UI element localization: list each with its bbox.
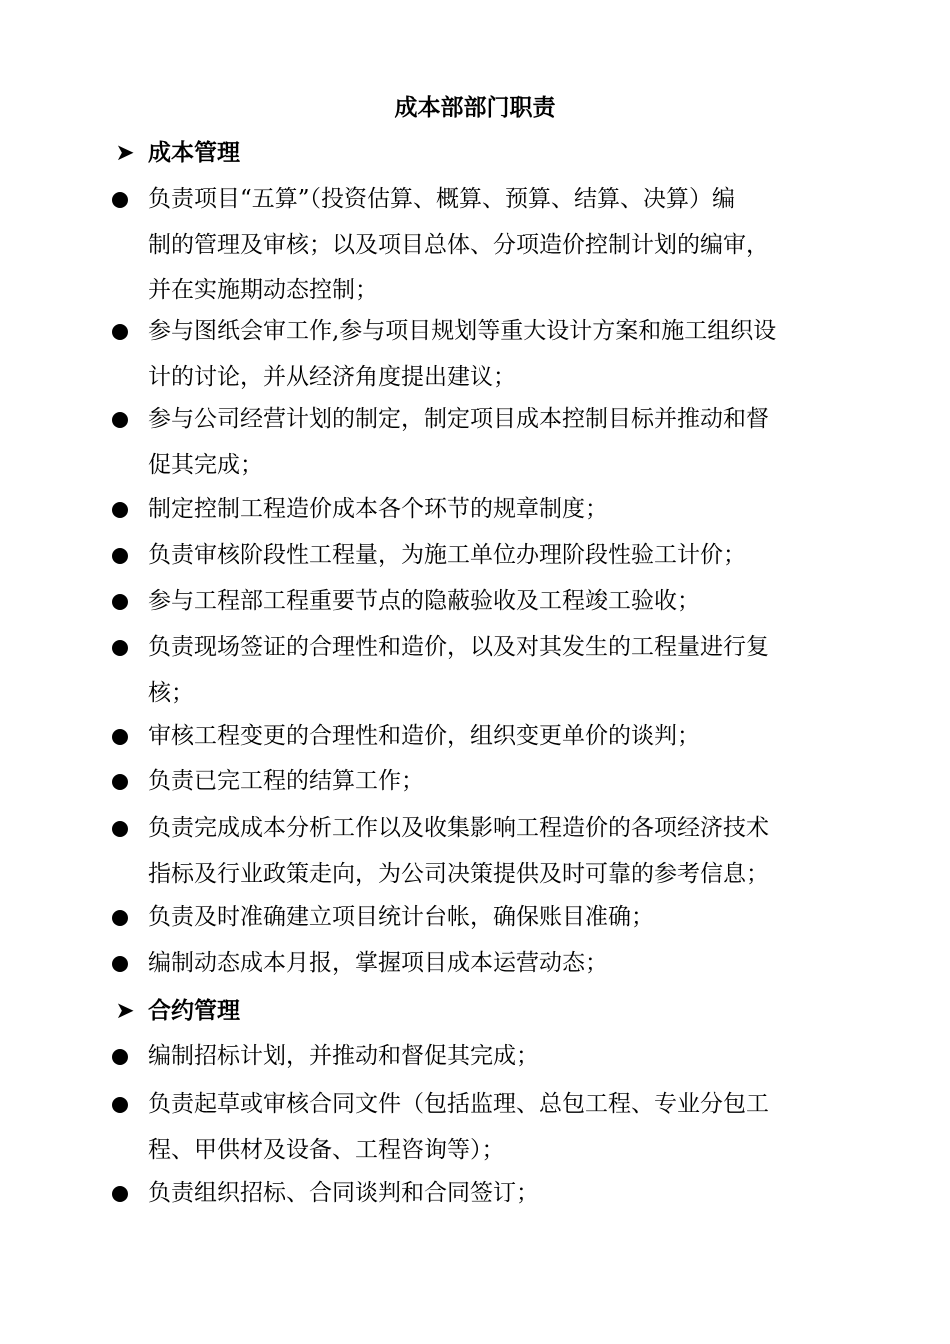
list-item-text: 负责审核阶段性工程量，为施工单位办理阶段性验工计价； — [148, 542, 746, 568]
list-item-text: 参与图纸会审工作,参与项目规划等重大设计方案和施工组织设 计的讨论，并从经济角度提出建议； — [148, 318, 777, 390]
list-item — [112, 941, 852, 987]
bullet-dot-icon — [112, 1186, 128, 1202]
arrow-bullet-icon: ➤ — [115, 140, 135, 166]
list-item-text: 审核工程变更的合理性和造价，组织变更单价的谈判； — [148, 723, 700, 749]
bullet-dot-icon — [112, 324, 128, 340]
list-item-text: 负责现场签证的合理性和造价，以及对其发生的工程量进行复 核； — [148, 634, 769, 706]
list-item — [112, 533, 852, 579]
list-item-text: 参与工程部工程重要节点的隐蔽验收及工程竣工验收； — [148, 588, 700, 614]
list-item — [112, 759, 852, 805]
bullet-dot-icon — [112, 1049, 128, 1065]
list-item-text: 负责起草或审核合同文件（包括监理、总包工程、专业分包工 程、甲供材及设备、工程咨询等）； — [148, 1091, 769, 1163]
bullet-dot-icon — [112, 1097, 128, 1113]
bullet-dot-icon — [112, 548, 128, 564]
list-item-text: 负责及时准确建立项目统计台帐，确保账目准确； — [148, 904, 654, 930]
section-label: 合约管理 — [148, 997, 240, 1024]
list-item-text: 参与公司经营计划的制定，制定项目成本控制目标并推动和督 促其完成； — [148, 406, 769, 478]
list-item — [112, 397, 852, 488]
bullet-dot-icon — [112, 640, 128, 656]
list-item — [112, 625, 852, 716]
list-item — [112, 1034, 852, 1080]
bullet-dot-icon — [112, 821, 128, 837]
list-item-text: 编制动态成本月报，掌握项目成本运营动态； — [148, 950, 608, 976]
bullet-dot-icon — [112, 594, 128, 610]
list-item — [112, 714, 852, 760]
list-item — [112, 579, 852, 625]
bullet-dot-icon — [112, 774, 128, 790]
list-item — [112, 177, 852, 314]
bullet-dot-icon — [112, 910, 128, 926]
list-item-text: 编制招标计划，并推动和督促其完成； — [148, 1043, 539, 1069]
bullet-dot-icon — [112, 412, 128, 428]
bullet-dot-icon — [112, 192, 128, 208]
list-item-text: 制定控制工程造价成本各个环节的规章制度； — [148, 496, 608, 522]
page-title: 成本部部门职责 — [394, 94, 556, 121]
list-item-text: 负责完成成本分析工作以及收集影响工程造价的各项经济技术 指标及行业政策走向，为公司决策提供及时可靠的参考信息； — [148, 815, 769, 887]
section-heading-contract-management — [112, 991, 872, 1031]
list-item — [112, 309, 852, 400]
list-item — [112, 1082, 852, 1173]
list-item-text: 负责项目“五算”（投资估算、概算、预算、结算、决算）编 制的管理及审核；以及项目总体、分项造价控制计划的编审， 并在实施期动态控制； — [148, 186, 769, 303]
bullet-dot-icon — [112, 956, 128, 972]
section-heading-cost-management — [112, 133, 872, 173]
list-item — [112, 806, 852, 897]
arrow-bullet-icon: ➤ — [115, 998, 135, 1024]
bullet-dot-icon — [112, 502, 128, 518]
list-item — [112, 1171, 852, 1217]
list-item — [112, 487, 852, 533]
section-label: 成本管理 — [148, 139, 240, 166]
bullet-dot-icon — [112, 729, 128, 745]
list-item-text: 负责已完工程的结算工作； — [148, 768, 424, 794]
list-item-text: 负责组织招标、合同谈判和合同签订； — [148, 1180, 539, 1206]
list-item — [112, 895, 852, 941]
